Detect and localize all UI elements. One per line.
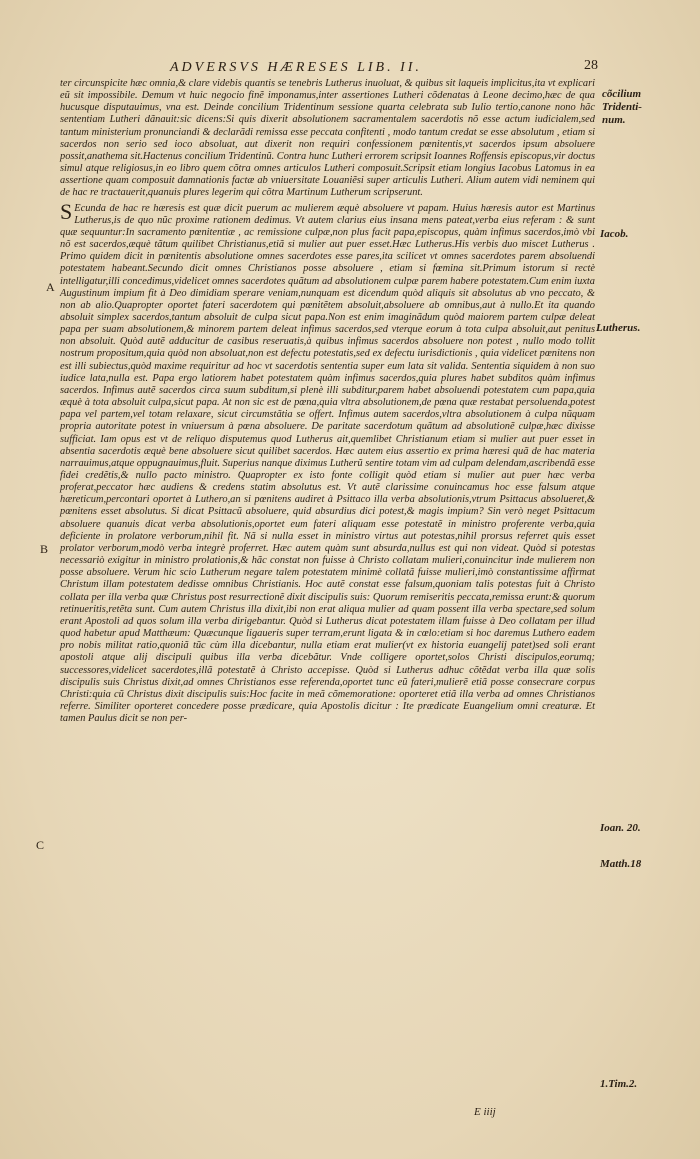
- drop-cap: S: [60, 198, 73, 224]
- margin-note-matth: Matth.18: [600, 858, 642, 870]
- paragraph-2-text: Ecunda de hac re hæresis est quæ dicit puerum ac mulierem æquè absoluere vt papam. Huius hæresis autor est Martinus Lutherus,is de quo nũc proxime rationem dedimus. Vt autem clarius eius insana mens pateat,verba eius referam : & sunt quæ sequuntur:In sacramento pœnitentiæ , ac remissione culpæ,non plus facit papa,episcopus, quàm infimus sacerdos,imò vbi nõ est sacerdos,æquè tãtum quilibet Christianus,etiã si mulier aut puer esset.Hæc Lutherus.His verbis duo miscet Lutherus . Primo quidem dicit in pœnitentis absolutione omnes sacerdotes esse pares,ita scilicet vt omnes sacerdotes parem absoluendi potestatem habeant.Secundo dicit omnes Christianos posse absoluere , etiam si fœmina sit.Primum istorum si rectè intelligatur,illi concedimus,videlicet omnes sacerdotes quãtum ad absolutionem culpæ parem habere potestatem.Cum enim iuxta Augustinum impium fit à Deo dimidiam sperare veniam,nunquam est dicendum quòd aliquis sit absolutus ab vno peccato, & non ab alio.Quapropter oportet fateri sacerdotem qui pœnitẽtem absoluit,absoluere ab omnibus,aut à nullo.Et ita quando absoluit simplex sacerdos,tantum absoluit de culpa sicut papa.Non est enim imaginãdum quòd maiorem partem culpæ deleat papa per suam absolutionem,& minorem partem deleat infimus sacerdos,sed vterque eorum à tota culpa absoluit,aut penitus non absoluit. Quòd autẽ adducitur de casibus reseruatis,à quibus infimus sacerdos absoluere non potest , nullo modo tollit nostrum propositum,quia quòd non absoluat,non est defectu potestatis,sed ex defectu iurisdictionis , quia videlicet pœnitens non est illi subiectus,quòd maxime requiritur ad hoc vt sacerdotis sententia super eum lata sit valida. Sententia siquidem à non suo iudice lata,nulla est. Papa ergo latiorem habet potestatem quàm infimus sacerdos,quia plures habet subditos quàm infimus sacerdos. Infimus autẽ sacerdos circa suum subditum,si plenè illi subditur,parem habet absoluendi potestatem cum papa,quia æquè à tota absoluit culpa,sicut papa. At non sic est de pœna,quia vltra absolutionem,de pœna quæ restabat persoluenda,potest papa vel partem,vel totam relaxare, sicut circumstãtia se offert. Infimus autem sacerdos,vltra absolutionem à culpa nũquam propria autoritate potest in vniuersum à pœna absoluere. De paritate sacerdotum quãtum ad absolutionẽ culpæ,hæc dixisse sufficiat. Iam opus est vt de reliquo disputemus quod Lutherus ait,quemlibet Christianum etiam si mulier aut puer esset in absentia sacerdotis æquè bene absoluere sicut quilibet sacerdos. Hæc autem eius assertio ex prima hæresi quã de hac materia narrauimus,atque oppugnauimus,fluit. Superius nanque diximus Lutherũ sentire totam vim ad culpam delendam,ascribendã esse fidei credẽtis,& nullo pacto ministro. Quapropter ex isto fonte colligit quòd etiam si mulier aut puer hæc verba proferat,peccator hæc audiens & credens statim absolutus est. Vt autẽ clarissime conuincamus hoc esse falsum atque hæreticum,percontari oportet à Luthero,an si pœnitens audiret à Psittaco illa verba absolutionis,vtrum Psittacus absolueret,& pœnitens esset absolutus. Si dicat Psittacũ absoluere, quid absurdius dici potest,& magis impium? Sin verò neget Psittacum absoluere quanuis dicat verba absolutionis,oportet eum fateri aliquam esse potestatẽ in ministro proferente verba,quia deficiente in prolatore verborum,nihil fit. Nã si nulla esset in ministro virtus aut potestas,nihil prorsus referret quis esset prolator verborum,modò verba integrè proferret. Hæc autem quàm sunt absurda,nullus est qui non videat. Quòd si potestas necessariò exigitur in ministro prolationis,& hãc constat non fuisse à Christo collatam mulieri,conuincitur inde mulierem non posse absoluere. Verum hic scio Lutherum negare talem potestatem minimè collatã fuisse mulieri,imò constantissime affirmat Christum illam potestatem dedisse omnibus Christianis. Hoc autẽ constat esse falsum,quoniam talis potestas fuit à Christo collata per illa verba quæ Christus post resurrectionẽ dixit discipulis suis: Quorum remiseritis peccata,remissa erunt:& quorum retinueritis,retẽta sunt. Cum autem Christus illa dixit,ibi non erat aliqua mulier ad quam possent illa verba spectare,sed solum erant Apostoli ad quos solum illa verba dirigebantur. Quòd si Lutherus dicat potestatem illam fuisse à Deo collatam per illud quod habetur apud Matthæum: Quæcunque ligaueris super terram,erunt ligata & in cœlo:etiam si hoc daremus Luthero eadem pro nobis militat ratio,quoniã tũc cùm illa dicebantur, nulla etiam erat mulier(vt ex historia euangelij patet)sed soli erant apostoli atque alij discipuli quibus illa verba dicebãtur. Vnde colligere oportet,solos Christi discipulos,eorumq; successores,videlicet sacerdotes,illã potestatẽ à Christo accepisse. Quòd si Lutherus adhuc cõtẽdat verba illa quæ solis discipulis suis Christus dixit,ad omnes Christianos esse referenda,oportet tunc eũ fateri,mulierẽ etiã posse consecrare corpus Christi:quia cũ Christus dixit discipulis suis:Hoc facite in meã cõmemoratione: oporteret etiã illa verba ad omnes Christianos referre. Similiter oporteret concedere posse prædicare, quia Apostolis dicitur : Ite prædicate Euangelium omni creaturæ. Et tamen Paulus dicit se non per-: [60, 202, 595, 725]
- margin-note-lutherus: Lutherus.: [596, 322, 641, 334]
- margin-note-num: num.: [602, 114, 626, 126]
- signature-mark: E iiij: [474, 1106, 496, 1118]
- margin-letter-b: B: [40, 542, 49, 556]
- margin-note-iacob: Iacob.: [600, 228, 629, 240]
- paragraph-1: ter circunspicite hæc omnia,& clare videbis quantis se tenebris Lutherus inuoluat, & quibus sit laqueis implicitus,ita vt explicari eũ sit impossibile. Demum vt huic negocio finẽ imponamus,inter assertiones Lutheri cõdenatas à Leone decimo,hæc de qua hucusque disputauimus, vna est. Deinde concilium Tridentinum sessione quarta celebrata sub Iulio tertio,canone nono hãc sententiam Lutheri dãnauit:sic dicens:Si quis dixerit absolutionem sacramentalem sacerdotis nõ esse actum iudicialem,sed tantum ministerium pronunciandi & declarãdi remissa esse peccata confitenti , modo tantum credat se esse absolutum , etiam si sacerdos non serio sed ioco absoluat, aut dixerit non requiri confessionem pœnitentis,vt sacerdos ipsum absoluere possit,anathema sit.Hactenus concilium Tridentinũ. Contra hunc Lutheri errorem scripsit Ioannes Roffensis episcopus,vir doctus simul atque religiosus,in eo libro quem cõtra omnes articulos Lutheri composuit.Scripsit etiam longius Iacobus Latomus in ea assertione quam composuit damnationis factæ ab vniuersitate Louaniẽsi super articulis Lutheri. Alium autem vidi neminem qui de hac re tractauerit,quanuis plures legerim qui cõtra Martinum Lutherum scripserunt.: [60, 78, 595, 199]
- paragraph-2: [60, 198, 595, 726]
- running-head: ADVERSVS HÆRESES LIB. II.: [170, 60, 422, 75]
- margin-note-tim: 1.Tim.2.: [600, 1078, 638, 1090]
- margin-note-tridenti: Tridenti-: [602, 101, 642, 113]
- margin-note-concilium: cõcilium: [602, 88, 642, 100]
- margin-note-ioan: Ioan. 20.: [600, 822, 641, 834]
- margin-letter-c: C: [36, 838, 45, 852]
- body-text: [60, 78, 595, 725]
- margin-letter-a: A: [46, 280, 55, 294]
- page-number: 28: [584, 58, 598, 73]
